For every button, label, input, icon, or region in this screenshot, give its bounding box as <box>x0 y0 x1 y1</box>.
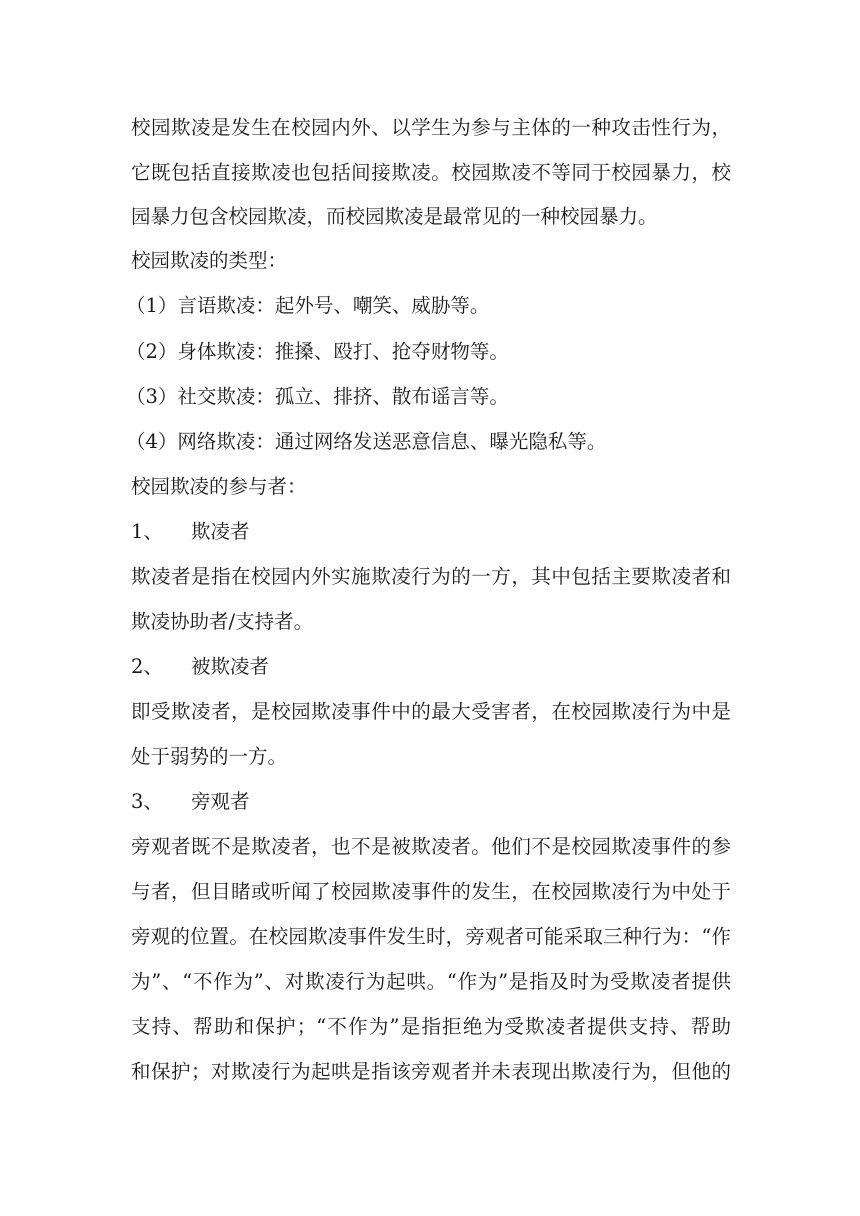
participant-heading-bystander <box>131 788 731 816</box>
participant-title: 旁观者 <box>191 790 250 813</box>
participant-bystander-line-4: 为”、“不作为”、对欺凌行为起哄。“作为”是指及时为受欺凌者提供 <box>131 970 731 993</box>
participant-victim-line-1: 即受欺凌者，是校园欺凌事件中的最大受害者，在校园欺凌行为中是 <box>131 700 731 723</box>
participant-heading-victim <box>131 653 731 681</box>
participant-bystander-line-3: 旁观的位置。在校园欺凌事件发生时，旁观者可能采取三种行为：“作 <box>131 925 731 948</box>
types-heading: 校园欺凌的类型： <box>131 249 288 272</box>
participant-title: 欺凌者 <box>191 520 250 543</box>
participant-bystander-line-2: 与者，但目睹或听闻了校园欺凌事件的发生，在校园欺凌行为中处于 <box>131 880 731 903</box>
participant-bully-line-1: 欺凌者是指在校园内外实施欺凌行为的一方，其中包括主要欺凌者和 <box>131 565 731 588</box>
intro-line-3: 园暴力包含校园欺凌，而校园欺凌是最常见的一种校园暴力。 <box>131 205 658 228</box>
intro-line-2: 它既包括直接欺凌也包括间接欺凌。校园欺凌不等同于校园暴力，校 <box>131 161 731 184</box>
participant-number: 1、 <box>131 520 163 543</box>
participant-number: 3、 <box>131 790 163 813</box>
type-item-physical: （2）身体欺凌：推搡、殴打、抢夺财物等。 <box>126 340 509 363</box>
participant-bystander-line-6: 和保护；对欺凌行为起哄是指该旁观者并未表现出欺凌行为，但他的 <box>131 1060 731 1083</box>
participant-victim-line-2: 处于弱势的一方。 <box>131 745 288 768</box>
participant-bystander-line-5: 支持、帮助和保护；“不作为”是指拒绝为受欺凌者提供支持、帮助 <box>131 1015 731 1038</box>
type-item-verbal: （1）言语欺凌：起外号、嘲笑、威胁等。 <box>126 294 490 317</box>
type-item-cyber: （4）网络欺凌：通过网络发送恶意信息、曝光隐私等。 <box>126 430 607 453</box>
participant-bystander-line-1: 旁观者既不是欺凌者，也不是被欺凌者。他们不是校园欺凌事件的参 <box>131 835 731 858</box>
participant-title: 被欺凌者 <box>191 655 270 678</box>
intro-line-1: 校园欺凌是发生在校园内外、以学生为参与主体的一种攻击性行为， <box>131 116 731 139</box>
type-item-social: （3）社交欺凌：孤立、排挤、散布谣言等。 <box>126 385 509 408</box>
participant-number: 2、 <box>131 655 163 678</box>
participant-bully-line-2: 欺凌协助者/支持者。 <box>131 610 314 633</box>
participant-heading-bully <box>131 518 731 546</box>
participants-heading: 校园欺凌的参与者： <box>131 475 307 498</box>
